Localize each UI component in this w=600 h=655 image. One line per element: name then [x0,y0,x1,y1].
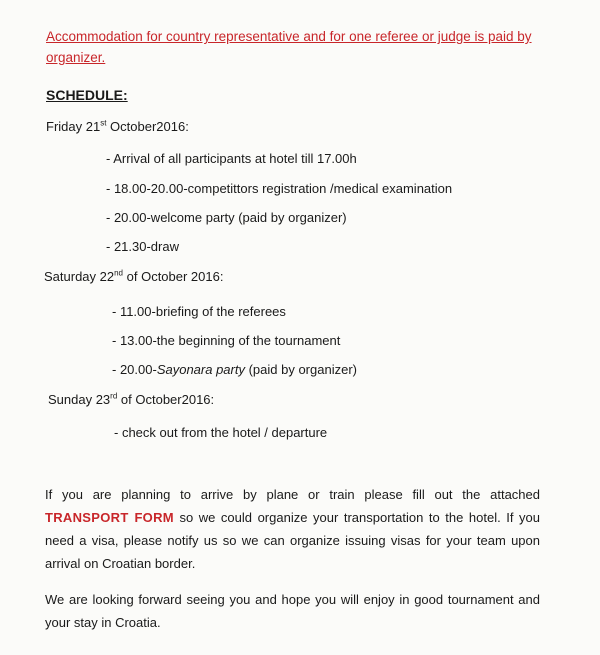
accommodation-notice: Accommodation for country representative and for one referee or judge is paid by organizer. [46,29,532,65]
day-heading-sunday: Sunday 23rd of October2016: [48,391,215,407]
schedule-heading: SCHEDULE: [46,87,128,103]
schedule-item: - 21.30-draw [106,239,179,254]
schedule-item: - 20.00-Sayonara party (paid by organizer) [112,362,357,377]
schedule-item: - Arrival of all participants at hotel till 17.00h [106,151,357,166]
day-heading-friday: Friday 21st October2016: [46,118,189,134]
schedule-item: - 18.00-20.00-competittors registration /medical examination [106,181,453,196]
closing-paragraph: We are looking forward seeing you and hope you will enjoy in good tournament and your stay in Croatia. [45,592,540,630]
transport-form-highlight: TRANSPORT FORM [45,510,174,525]
schedule-item: - check out from the hotel / departure [114,425,328,440]
schedule-item: - 13.00-the beginning of the tournament [112,333,341,348]
schedule-item: - 20.00-welcome party (paid by organizer) [106,210,347,225]
day-heading-saturday: Saturday 22nd of October 2016: [44,268,224,284]
transport-paragraph: If you are planning to arrive by plane or train please fill out the attached TRANSPORT FORM so we could organize your transportation to the hotel. If you need a visa, please notify us so we can organize issuing visas for your team upon arrival on Croatian border. [45,487,540,571]
schedule-item: - 11.00-briefing of the referees [112,304,286,319]
